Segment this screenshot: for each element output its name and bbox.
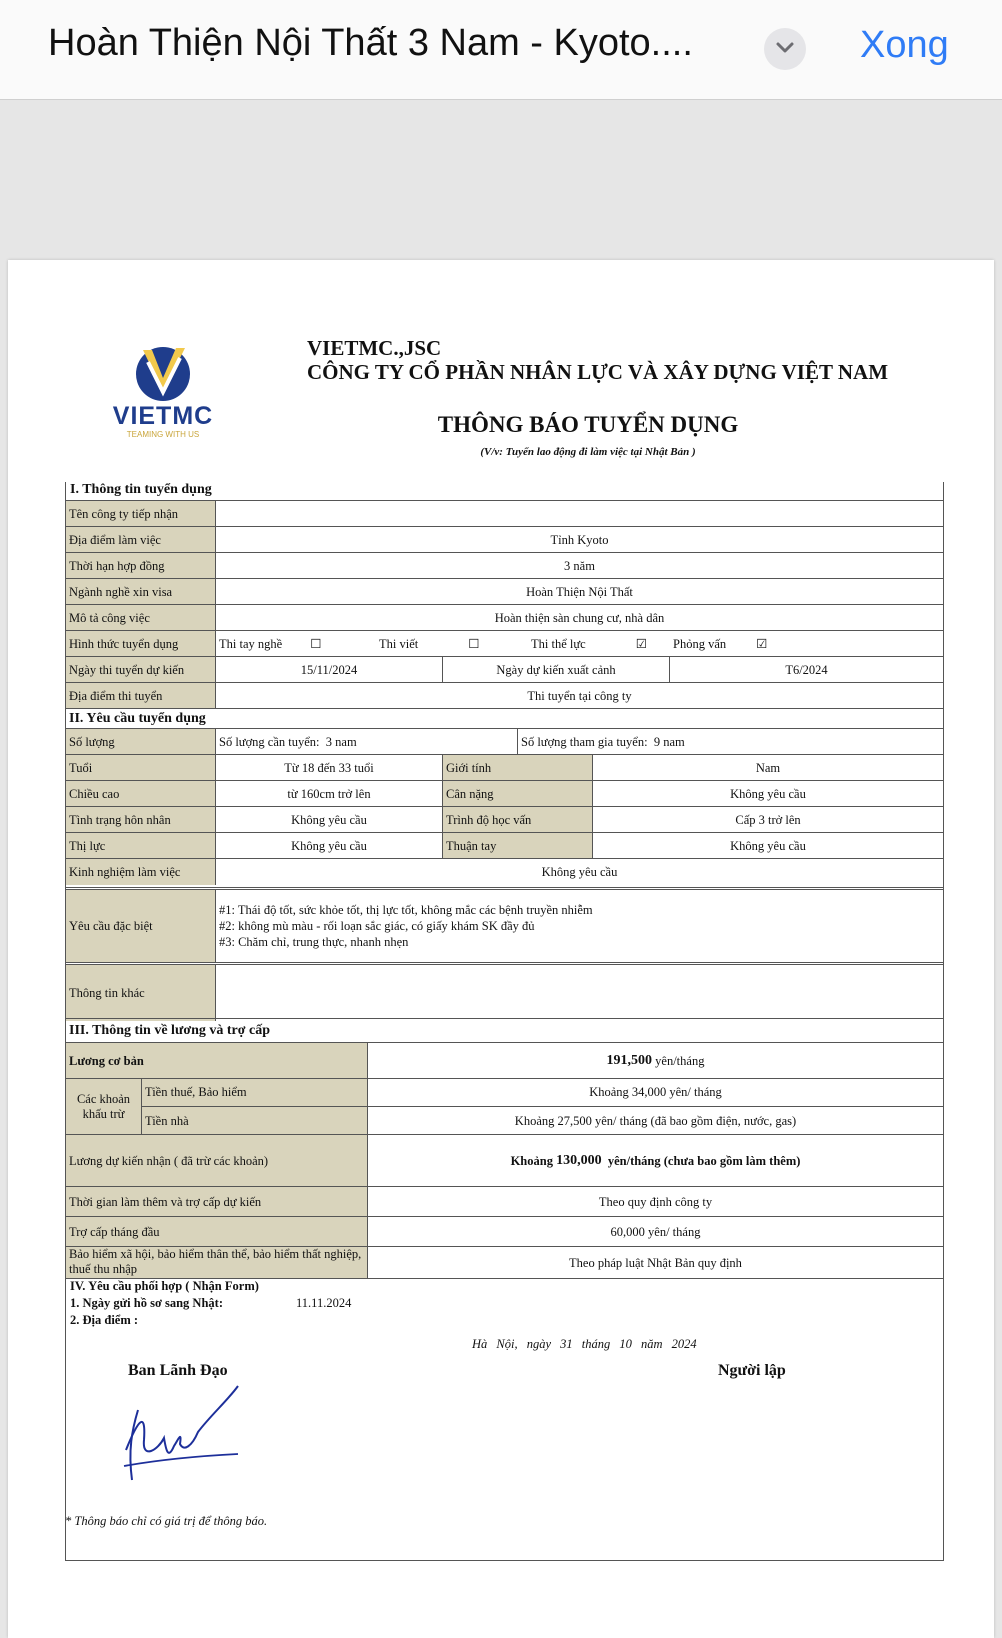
table-row <box>66 500 943 527</box>
row-label: Tiền nhà <box>142 1107 368 1135</box>
need-value: 3 nam <box>325 734 357 749</box>
row-value: Nam <box>755 760 781 775</box>
row-label: Địa điểm thi tuyển <box>66 683 216 709</box>
row-label: Tình trạng hôn nhân <box>66 807 216 833</box>
row-value: Hoàn thiện sàn chung cư, nhà dân <box>494 610 665 625</box>
notice-title: THÔNG BÁO TUYỂN DỤNG <box>437 412 739 437</box>
section-3-title: III. Thông tin về lương và trợ cấp <box>69 1023 271 1038</box>
place-label: 2. Địa điểm : <box>70 1313 139 1327</box>
row-value: Theo pháp luật Nhật Bản quy định <box>569 1255 742 1270</box>
row-value: T6/2024 <box>785 662 828 677</box>
join-value: 9 nam <box>653 734 685 749</box>
row-label: Trình độ học vấn <box>443 807 593 833</box>
row-label: Thời hạn hợp đồng <box>66 553 216 579</box>
net-prefix: Khoảng <box>510 1153 553 1168</box>
row-label: Tên công ty tiếp nhận <box>66 501 216 527</box>
requirement-line: #1: Thái độ tốt, sức khỏe tốt, thị lực tốt, không mắc các bệnh truyền nhiễm <box>219 903 593 917</box>
row-value <box>368 1135 943 1187</box>
done-button[interactable]: Xong <box>860 24 949 66</box>
row-value: từ 160cm trở lên <box>216 781 443 807</box>
table-row <box>66 1186 943 1217</box>
section-2-header <box>66 708 943 729</box>
signature-image <box>118 1380 248 1485</box>
option-label: Thi thể lực <box>531 636 586 651</box>
table-row <box>66 754 943 781</box>
row-label: Lương cơ bản <box>66 1043 368 1079</box>
table-row <box>66 604 943 631</box>
option-label: Thi viết <box>379 636 419 651</box>
document-page <box>8 260 994 1638</box>
table-row <box>66 1134 943 1187</box>
option-physical <box>528 631 668 657</box>
logo-wordmark: VIETMC <box>112 402 214 430</box>
row-label: Số lượng <box>66 729 216 755</box>
row-value: Không yêu cầu <box>730 786 806 801</box>
row-label: Yêu cầu đặc biệt <box>66 890 216 962</box>
sign-date: Hà Nội, ngày 31 tháng 10 năm 2024 <box>472 1337 697 1351</box>
table-row <box>66 552 943 579</box>
row-label: Chiều cao <box>66 781 216 807</box>
row-value: 60,000 yên/ tháng <box>610 1224 701 1239</box>
option-skill <box>216 631 376 657</box>
row-value: Không yêu cầu <box>216 807 443 833</box>
table-row <box>66 578 943 605</box>
company-short-name: VIETMC.,JSC <box>307 336 442 360</box>
row-value: Không yêu cầu <box>541 864 618 879</box>
logo-tagline: TEAMING WITH US <box>126 430 200 439</box>
row-label: Mô tả công việc <box>66 605 216 631</box>
row-label: Các khoản khấu trừ <box>66 1079 142 1135</box>
table-row <box>66 1216 943 1247</box>
checkbox: ☑ <box>756 637 768 651</box>
special-requirements <box>216 890 943 962</box>
row-value <box>518 729 943 755</box>
row-value <box>216 965 943 1021</box>
row-value: Khoảng 34,000 yên/ tháng <box>368 1079 943 1107</box>
row-label: Cân nặng <box>443 781 593 807</box>
row-value: Không yêu cầu <box>730 838 806 853</box>
table-row <box>66 728 943 755</box>
row-label: Hình thức tuyển dụng <box>66 631 216 657</box>
table-row <box>66 858 943 885</box>
checkbox: ☑ <box>635 637 647 651</box>
row-value: Từ 18 đến 33 tuổi <box>216 755 443 781</box>
row-value: 15/11/2024 <box>216 657 443 683</box>
row-label: Ngày thi tuyển dự kiến <box>66 657 216 683</box>
row-value: Tỉnh Kyoto <box>550 532 609 547</box>
row-label: Kinh nghiệm làm việc <box>66 859 216 885</box>
section-3-header <box>66 1018 943 1043</box>
row-label: Thuận tay <box>443 833 593 859</box>
option-interview <box>670 631 810 657</box>
chevron-down-icon <box>775 41 795 55</box>
section-2-title: II. Yêu cầu tuyển dụng <box>69 711 206 726</box>
row-label: Thông tin khác <box>66 965 216 1021</box>
table-row <box>66 630 943 657</box>
row-label: Tiền thuế, Bảo hiểm <box>142 1079 368 1107</box>
row-value: Không yêu cầu <box>216 833 443 859</box>
table-row <box>66 1042 943 1079</box>
nav-bar <box>0 0 1002 100</box>
checkbox: ☐ <box>468 637 480 651</box>
join-label: Số lượng tham gia tuyển: <box>521 734 648 749</box>
row-label: Bảo hiểm xã hội, bảo hiểm thân thể, bảo hiểm thất nghiệp, thuế thu nhập <box>66 1247 368 1279</box>
footnote: * Thông báo chỉ có giá trị để thông báo. <box>65 1514 268 1528</box>
option-label: Thi tay nghề <box>219 636 283 651</box>
row-label: Lương dự kiến nhận ( đã trừ các khoản) <box>66 1135 368 1187</box>
table-row <box>66 806 943 833</box>
row-value: 3 năm <box>564 558 595 573</box>
table-row <box>66 526 943 553</box>
send-date-label: 1. Ngày gửi hồ sơ sang Nhật: <box>70 1296 223 1310</box>
base-unit: yên/tháng <box>655 1053 705 1068</box>
row-value: Hoàn Thiện Nội Thất <box>526 584 633 599</box>
row-label: Thời gian làm thêm và trợ cấp dự kiến <box>66 1187 368 1217</box>
row-value: Cấp 3 trở lên <box>735 812 801 827</box>
requirement-line: #3: Chăm chỉ, trung thực, nhanh nhẹn <box>219 935 409 949</box>
row-label: Giới tính <box>443 755 593 781</box>
section-4-title: IV. Yêu cầu phối hợp ( Nhận Form) <box>70 1279 259 1293</box>
table-row <box>66 1078 943 1135</box>
option-written <box>376 631 526 657</box>
row-value: Khoảng 27,500 yên/ tháng (đã bao gồm điện, nước, gas) <box>514 1113 797 1128</box>
row-value <box>216 729 518 755</box>
table-row <box>66 656 943 683</box>
table-row <box>66 682 943 709</box>
section-1-title: I. Thông tin tuyển dụng <box>70 482 212 497</box>
requirement-line: #2: không mù màu - rối loạn sắc giác, có giấy khám SK đầy đủ <box>219 919 535 933</box>
row-value: Theo quy định công ty <box>598 1194 713 1209</box>
net-suffix: yên/tháng (chưa bao gồm làm thêm) <box>607 1153 801 1168</box>
row-label: Ngành nghề xin visa <box>66 579 216 605</box>
need-label: Số lượng cần tuyển: <box>219 734 320 749</box>
preparer-title: Người lập <box>718 1362 786 1379</box>
row-label: Tuổi <box>66 755 216 781</box>
table-row <box>66 1246 943 1279</box>
send-date-value: 11.11.2024 <box>296 1296 352 1310</box>
row-value: Thi tuyển tại công ty <box>527 688 632 703</box>
title-menu-button[interactable] <box>764 28 806 70</box>
row-value <box>368 1043 943 1079</box>
table-row <box>66 962 943 1021</box>
checkbox: ☐ <box>310 637 322 651</box>
document-title: Hoàn Thiện Nội Thất 3 Nam - Kyoto.... <box>48 22 693 64</box>
row-label: Thị lực <box>66 833 216 859</box>
row-label: Địa điểm làm việc <box>66 527 216 553</box>
base-amount: 191,500 <box>606 1053 653 1068</box>
company-full-name: CÔNG TY CỔ PHẦN NHÂN LỰC VÀ XÂY DỰNG VIỆT NAM <box>307 360 889 384</box>
leader-title: Ban Lãnh Đạo <box>128 1362 228 1379</box>
notice-subtitle: (V/v: Tuyển lao động đi làm việc tại Nhật Bản ) <box>480 446 696 458</box>
net-amount: 130,000 <box>556 1153 602 1168</box>
table-row <box>66 887 943 962</box>
table-row <box>66 780 943 807</box>
option-label: Phỏng vấn <box>673 636 727 651</box>
row-label: Ngày dự kiến xuất cảnh <box>443 657 670 683</box>
row-value <box>216 501 943 527</box>
row-label: Trợ cấp tháng đầu <box>66 1217 368 1247</box>
table-row <box>66 832 943 859</box>
